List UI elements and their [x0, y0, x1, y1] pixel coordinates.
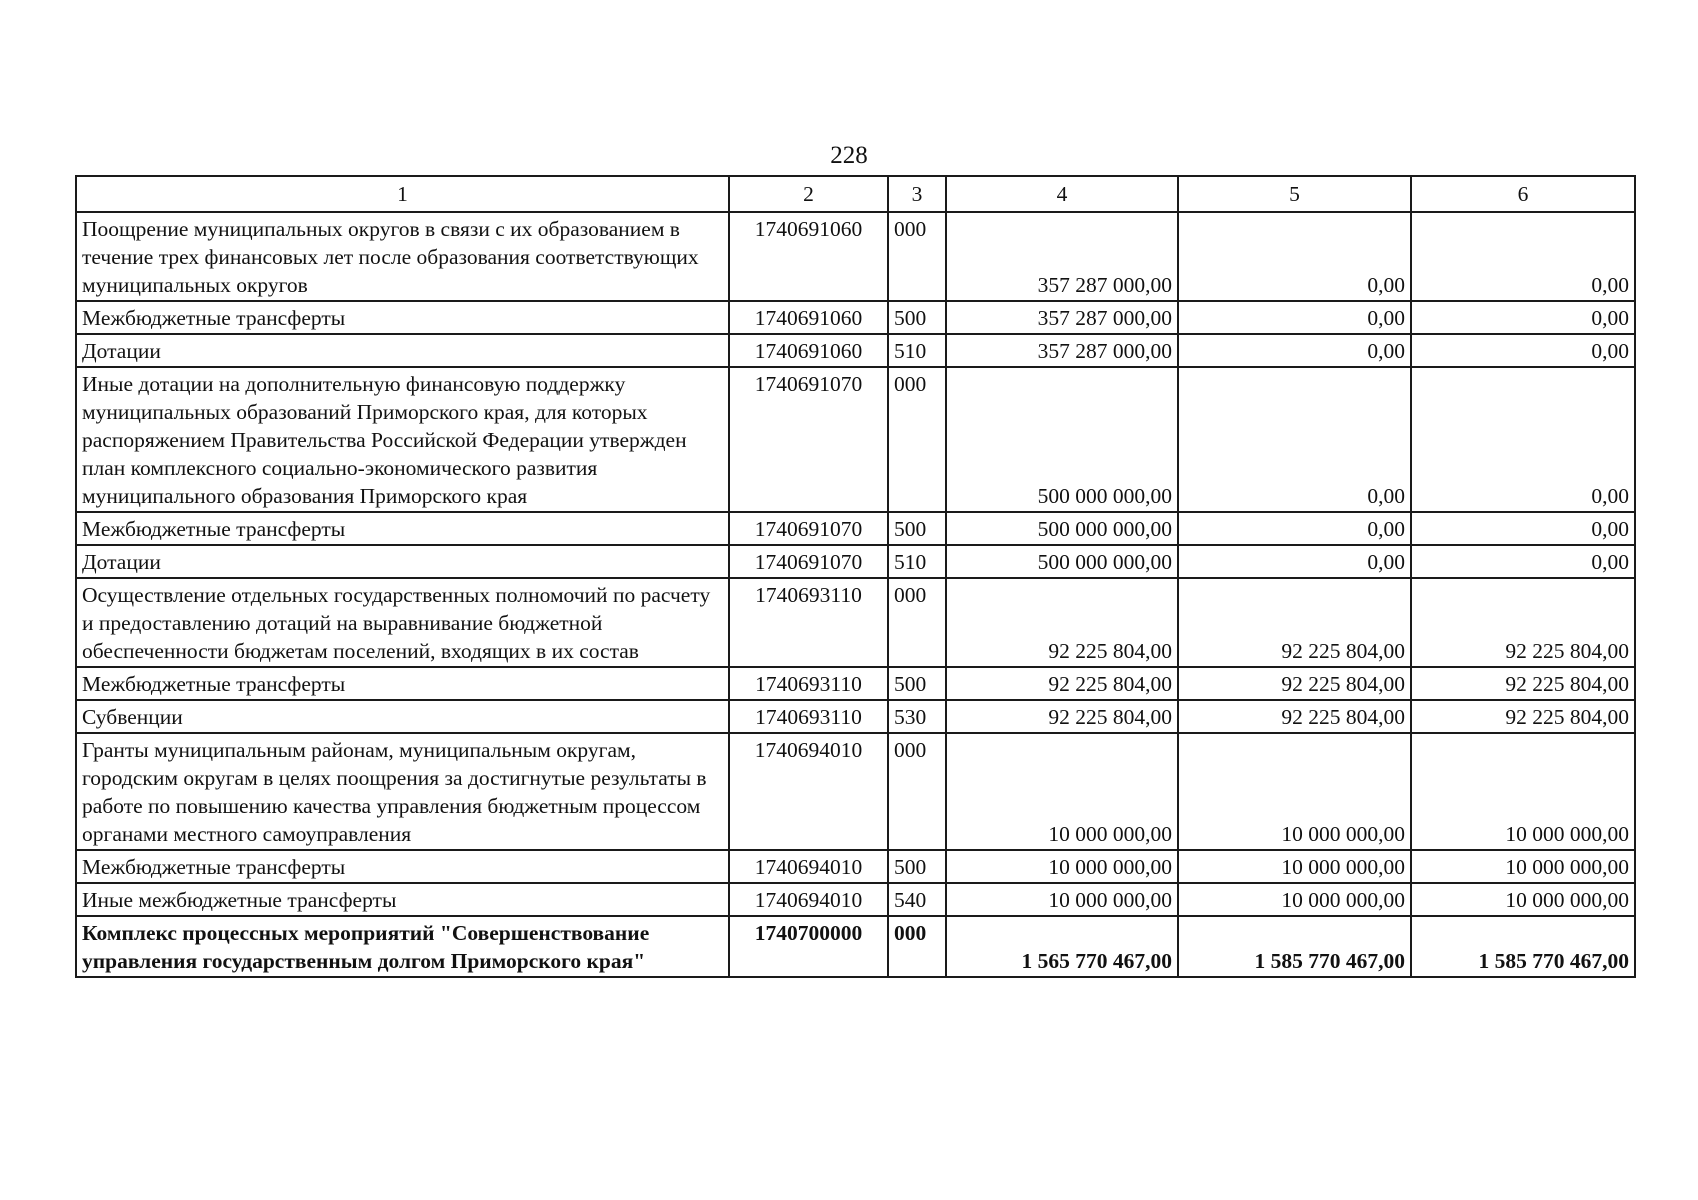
column-header: 3	[888, 176, 946, 212]
row-value-col5-cell: 10 000 000,00	[1178, 883, 1411, 916]
row-value-col6-cell: 0,00	[1411, 367, 1635, 512]
table-row	[76, 916, 1635, 977]
row-type-cell: 000	[888, 212, 946, 301]
column-header: 1	[76, 176, 729, 212]
row-name-cell: Иные дотации на дополнительную финансовую поддержку муниципальных образований Приморского края, для которых распоряжением Правительства Российской Федерации утвержден план комплексного социально-экономического развития муниципального образования Приморского края	[76, 367, 729, 512]
row-value-col6-cell: 92 225 804,00	[1411, 667, 1635, 700]
row-type-cell: 500	[888, 512, 946, 545]
row-value-col5-cell: 0,00	[1178, 367, 1411, 512]
row-value-col5-cell: 0,00	[1178, 512, 1411, 545]
row-value-col4-cell: 92 225 804,00	[946, 700, 1178, 733]
row-name-cell: Межбюджетные трансферты	[76, 850, 729, 883]
row-value-col4-cell: 500 000 000,00	[946, 367, 1178, 512]
column-header: 4	[946, 176, 1178, 212]
row-type-cell: 000	[888, 916, 946, 977]
row-name-cell: Поощрение муниципальных округов в связи с их образованием в течение трех финансовых лет после образования соответствующих муниципальных округов	[76, 212, 729, 301]
row-value-col4-cell: 357 287 000,00	[946, 301, 1178, 334]
row-type-cell: 510	[888, 545, 946, 578]
row-value-col6-cell: 0,00	[1411, 301, 1635, 334]
row-value-col6-cell: 0,00	[1411, 334, 1635, 367]
table-row	[76, 667, 1635, 700]
row-value-col4-cell: 10 000 000,00	[946, 883, 1178, 916]
row-code-cell: 1740693110	[729, 578, 888, 667]
row-name-cell: Дотации	[76, 545, 729, 578]
row-type-cell: 000	[888, 367, 946, 512]
table-row	[76, 301, 1635, 334]
table-row	[76, 512, 1635, 545]
row-value-col5-cell: 92 225 804,00	[1178, 667, 1411, 700]
row-value-col5-cell: 92 225 804,00	[1178, 578, 1411, 667]
header-row	[76, 176, 1635, 212]
column-header: 2	[729, 176, 888, 212]
row-code-cell: 1740691060	[729, 212, 888, 301]
row-type-cell: 000	[888, 733, 946, 850]
row-code-cell: 1740700000	[729, 916, 888, 977]
row-value-col6-cell: 0,00	[1411, 512, 1635, 545]
row-value-col4-cell: 500 000 000,00	[946, 545, 1178, 578]
row-value-col4-cell: 500 000 000,00	[946, 512, 1178, 545]
table-row	[76, 545, 1635, 578]
row-code-cell: 1740694010	[729, 733, 888, 850]
row-value-col6-cell: 1 585 770 467,00	[1411, 916, 1635, 977]
table-row	[76, 850, 1635, 883]
row-value-col6-cell: 10 000 000,00	[1411, 850, 1635, 883]
table-row	[76, 334, 1635, 367]
row-value-col5-cell: 1 585 770 467,00	[1178, 916, 1411, 977]
row-value-col6-cell: 0,00	[1411, 212, 1635, 301]
row-type-cell: 530	[888, 700, 946, 733]
table-body	[76, 212, 1635, 977]
page-number: 228	[830, 142, 868, 169]
row-type-cell: 500	[888, 301, 946, 334]
row-value-col5-cell: 0,00	[1178, 301, 1411, 334]
row-code-cell: 1740691070	[729, 545, 888, 578]
row-value-col4-cell: 1 565 770 467,00	[946, 916, 1178, 977]
row-name-cell: Межбюджетные трансферты	[76, 301, 729, 334]
table-row	[76, 578, 1635, 667]
row-value-col5-cell: 92 225 804,00	[1178, 700, 1411, 733]
row-code-cell: 1740691070	[729, 367, 888, 512]
row-code-cell: 1740693110	[729, 667, 888, 700]
row-name-cell: Субвенции	[76, 700, 729, 733]
budget-table	[75, 175, 1636, 978]
row-value-col5-cell: 0,00	[1178, 545, 1411, 578]
row-name-cell: Гранты муниципальным районам, муниципальным округам, городским округам в целях поощрения за достигнутые результаты в работе по повышению качества управления бюджетным процессом органами местного самоуправления	[76, 733, 729, 850]
row-value-col6-cell: 0,00	[1411, 545, 1635, 578]
row-code-cell: 1740691060	[729, 301, 888, 334]
row-name-cell: Межбюджетные трансферты	[76, 512, 729, 545]
row-code-cell: 1740693110	[729, 700, 888, 733]
row-type-cell: 540	[888, 883, 946, 916]
row-value-col5-cell: 0,00	[1178, 212, 1411, 301]
table-row	[76, 212, 1635, 301]
row-value-col4-cell: 357 287 000,00	[946, 334, 1178, 367]
column-header: 6	[1411, 176, 1635, 212]
row-value-col6-cell: 92 225 804,00	[1411, 578, 1635, 667]
row-code-cell: 1740691060	[729, 334, 888, 367]
row-name-cell: Межбюджетные трансферты	[76, 667, 729, 700]
column-header: 5	[1178, 176, 1411, 212]
row-value-col6-cell: 10 000 000,00	[1411, 733, 1635, 850]
row-value-col4-cell: 92 225 804,00	[946, 667, 1178, 700]
row-name-cell: Комплекс процессных мероприятий "Совершенствование управления государственным долгом Приморского края"	[76, 916, 729, 977]
row-name-cell: Осуществление отдельных государственных полномочий по расчету и предоставлению дотаций на выравнивание бюджетной обеспеченности бюджетам поселений, входящих в их состав	[76, 578, 729, 667]
row-value-col4-cell: 357 287 000,00	[946, 212, 1178, 301]
table-row	[76, 733, 1635, 850]
row-value-col6-cell: 10 000 000,00	[1411, 883, 1635, 916]
row-value-col4-cell: 92 225 804,00	[946, 578, 1178, 667]
row-code-cell: 1740694010	[729, 850, 888, 883]
row-code-cell: 1740694010	[729, 883, 888, 916]
row-value-col4-cell: 10 000 000,00	[946, 733, 1178, 850]
row-value-col5-cell: 10 000 000,00	[1178, 733, 1411, 850]
row-value-col5-cell: 0,00	[1178, 334, 1411, 367]
table-row	[76, 700, 1635, 733]
row-type-cell: 500	[888, 667, 946, 700]
row-type-cell: 000	[888, 578, 946, 667]
row-value-col6-cell: 92 225 804,00	[1411, 700, 1635, 733]
row-value-col5-cell: 10 000 000,00	[1178, 850, 1411, 883]
row-name-cell: Иные межбюджетные трансферты	[76, 883, 729, 916]
row-type-cell: 510	[888, 334, 946, 367]
row-type-cell: 500	[888, 850, 946, 883]
row-value-col4-cell: 10 000 000,00	[946, 850, 1178, 883]
row-name-cell: Дотации	[76, 334, 729, 367]
table-row	[76, 367, 1635, 512]
row-code-cell: 1740691070	[729, 512, 888, 545]
table-row	[76, 883, 1635, 916]
